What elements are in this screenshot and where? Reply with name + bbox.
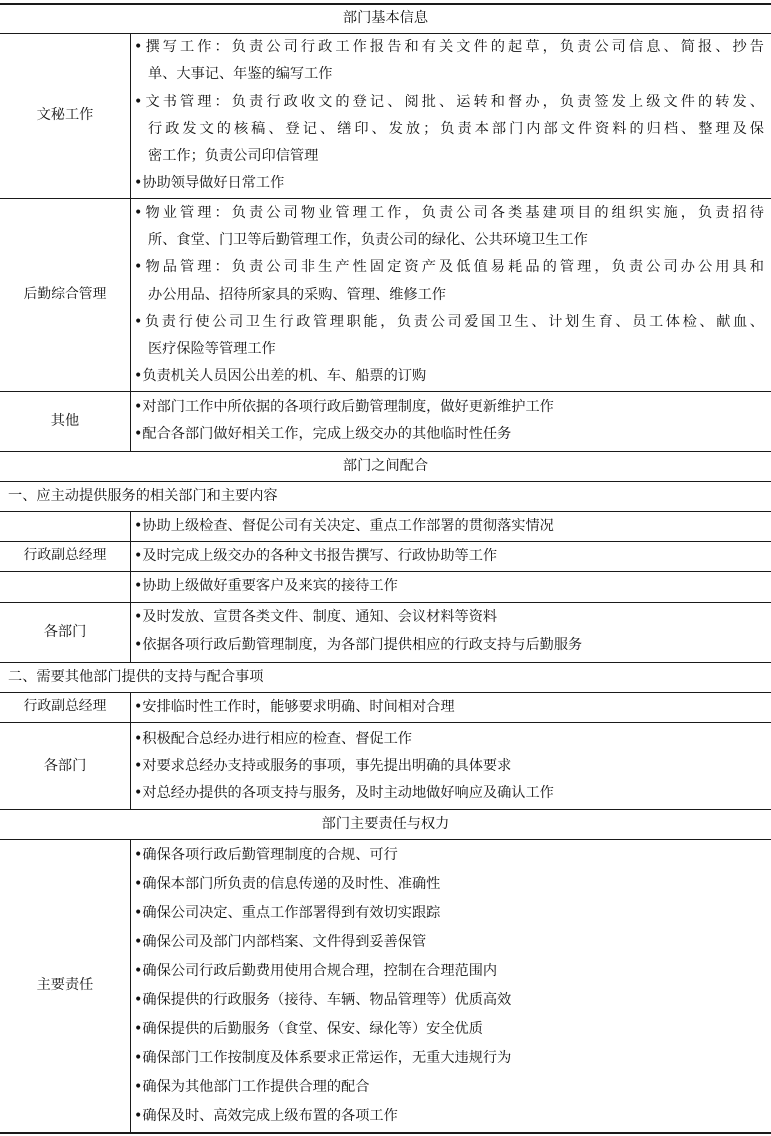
support-line: •安排临时性工作时，能够要求明确、时间相对合理 <box>134 699 455 715</box>
duty-line-continued: 行政发文的核稿、登记、缮印、发放；负责本部门内部文件资料的归档、整理及保 <box>148 121 764 137</box>
column-divider <box>130 839 131 1132</box>
support-line: •对要求总经办支持或服务的事项，事先提出明确的具体要求 <box>134 758 512 774</box>
service-line: •及时完成上级交办的各种文书报告撰写、行政协助等工作 <box>134 548 498 564</box>
section-header-cooperation: 部门之间配合 <box>342 458 429 474</box>
row-divider <box>0 451 771 452</box>
row-label-vice-gm: 行政副总经理 <box>23 698 107 714</box>
responsibility-line: •确保提供的后勤服务（食堂、保安、绿化等）安全优质 <box>134 1021 483 1037</box>
responsibility-line: •确保公司及部门内部档案、文件得到妥善保管 <box>134 934 427 950</box>
duty-line: •撰写工作：负责公司行政工作报告和有关文件的起草，负责公司信息、简报、抄告 <box>134 39 764 55</box>
row-label-departments: 各部门 <box>43 758 87 774</box>
row-divider <box>0 571 771 572</box>
row-label-vice-gm: 行政副总经理 <box>23 547 107 563</box>
column-divider <box>130 33 131 451</box>
service-line: •协助上级做好重要客户及来宾的接待工作 <box>134 578 398 594</box>
row-divider <box>0 198 771 199</box>
row-divider <box>0 541 771 542</box>
duty-line: •配合各部门做好相关工作，完成上级交办的其他临时性任务 <box>134 426 512 442</box>
subsection-title-need-support: 二、需要其他部门提供的支持与配合事项 <box>8 669 264 685</box>
subsection-title-provide-services: 一、应主动提供服务的相关部门和主要内容 <box>8 488 278 504</box>
responsibility-line: •确保部门工作按制度及体系要求正常运作，无重大违规行为 <box>134 1050 512 1066</box>
row-divider <box>0 511 771 512</box>
duty-line: •协助领导做好日常工作 <box>134 175 285 191</box>
column-divider <box>130 692 131 809</box>
duty-line-continued: 密工作；负责公司印信管理 <box>148 148 319 164</box>
support-line: •积极配合总经办进行相应的检查、督促工作 <box>134 731 412 747</box>
section-header-responsibilities: 部门主要责任与权力 <box>321 816 450 832</box>
table-top-border <box>0 3 771 5</box>
responsibility-line: •确保为其他部门工作提供合理的配合 <box>134 1079 370 1095</box>
duty-line: •物业管理：负责公司物业管理工作，负责公司各类基建项目的组织实施，负责招待 <box>134 205 764 221</box>
row-divider <box>0 839 771 840</box>
service-line: •协助上级检查、督促公司有关决定、重点工作部署的贯彻落实情况 <box>134 518 554 534</box>
row-label-main-responsibility: 主要责任 <box>36 977 94 993</box>
row-divider <box>0 481 771 482</box>
row-divider <box>0 391 771 392</box>
responsibility-line: •确保本部门所负责的信息传递的及时性、准确性 <box>134 876 441 892</box>
duty-line: •物品管理：负责公司非生产性固定资产及低值易耗品的管理，负责公司办公用具和 <box>134 259 764 275</box>
responsibility-line: •确保公司决定、重点工作部署得到有效切实跟踪 <box>134 905 441 921</box>
column-divider <box>130 511 131 662</box>
duty-line-continued: 医疗保险等管理工作 <box>148 341 276 357</box>
duty-line-continued: 所、食堂、门卫等后勤管理工作，负责公司的绿化、公共环境卫生工作 <box>148 232 588 248</box>
duty-line-continued: 单、大事记、年鉴的编写工作 <box>148 66 333 82</box>
duty-line: •负责行使公司卫生行政管理职能，负责公司爱国卫生、计划生育、员工体检、献血、 <box>134 314 764 330</box>
duty-line: •负责机关人员因公出差的机、车、船票的订购 <box>134 368 427 384</box>
section-header-basic-info: 部门基本信息 <box>342 10 429 26</box>
service-line: •及时发放、宣贯各类文件、制度、通知、会议材料等资料 <box>134 609 498 625</box>
duty-line: •对部门工作中所依据的各项行政后勤管理制度，做好更新维护工作 <box>134 399 554 415</box>
row-divider <box>0 33 771 34</box>
row-label-secretarial: 文秘工作 <box>36 107 94 123</box>
row-divider <box>0 809 771 810</box>
responsibility-line: •确保提供的行政服务（接待、车辆、物品管理等）优质高效 <box>134 992 512 1008</box>
row-label-logistics: 后勤综合管理 <box>23 286 107 302</box>
row-divider <box>0 722 771 723</box>
service-line: •依据各项行政后勤管理制度，为各部门提供相应的行政支持与后勤服务 <box>134 637 583 653</box>
duty-line: •文书管理：负责行政收文的登记、阅批、运转和督办，负责签发上级文件的转发、 <box>134 94 764 110</box>
row-label-other: 其他 <box>50 413 80 429</box>
row-label-departments: 各部门 <box>43 624 87 640</box>
responsibility-line: •确保公司行政后勤费用使用合规合理，控制在合理范围内 <box>134 963 498 979</box>
support-line: •对总经办提供的各项支持与服务，及时主动地做好响应及确认工作 <box>134 785 554 801</box>
row-divider <box>0 602 771 603</box>
responsibility-line: •确保及时、高效完成上级布置的各项工作 <box>134 1108 398 1124</box>
row-divider <box>0 692 771 693</box>
duty-line-continued: 办公用品、招待所家具的采购、管理、维修工作 <box>148 287 446 303</box>
row-divider <box>0 662 771 663</box>
table-bottom-border <box>0 1132 771 1134</box>
responsibility-line: •确保各项行政后勤管理制度的合规、可行 <box>134 847 398 863</box>
